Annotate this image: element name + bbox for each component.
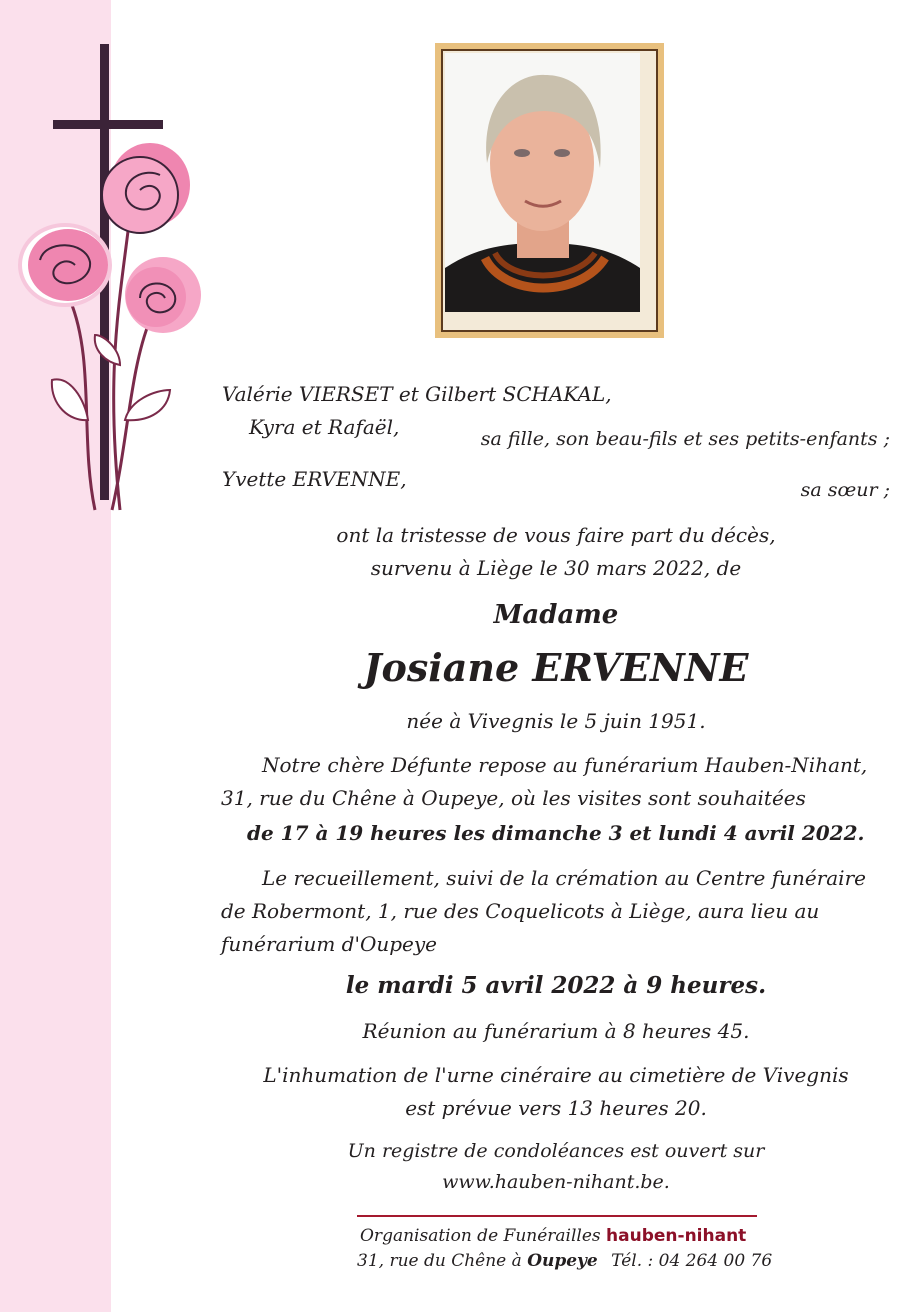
family-relation-2: sa sœur ; (800, 479, 890, 501)
ceremony-line-2: de Robermont, 1, rue des Coquelicots à Liège, aura lieu au (221, 899, 820, 923)
visitation-line-2: 31, rue du Chêne à Oupeye, où les visites sont souhaitées (221, 786, 806, 810)
cross-and-roses-icon (10, 40, 210, 530)
visitation-line-1: Notre chère Défunte repose au funérarium Hauben-Nihant, (262, 753, 868, 777)
burial-line-2: est prévue vers 13 heures 20. (405, 1096, 707, 1120)
visitation-line-3: de 17 à 19 heures les dimanche 3 et lundi 4 avril 2022. (247, 821, 865, 845)
portrait-frame (435, 43, 664, 338)
burial-line-1: L'inhumation de l'urne cinéraire au cimetière de Vivegnis (263, 1063, 849, 1087)
deceased-birth: née à Vivegnis le 5 juin 1951. (406, 709, 706, 733)
footer-address-prefix: 31, rue du Chêne à (357, 1251, 522, 1271)
announcement-line-1: ont la tristesse de vous faire part du décès, (336, 523, 776, 547)
brand-logo: hauben-nihant (606, 1226, 747, 1246)
family-relation-1: sa fille, son beau-fils et ses petits-enfants ; (480, 428, 890, 450)
footer-org-prefix: Organisation de Funérailles (360, 1226, 601, 1246)
meeting-time: Réunion au funérarium à 8 heures 45. (362, 1019, 750, 1043)
footer-tel: Tél. : 04 264 00 76 (611, 1251, 773, 1271)
footer-divider (357, 1215, 757, 1217)
footer-address (357, 1251, 772, 1271)
register-line-1: Un registre de condoléances est ouvert sur (347, 1140, 765, 1162)
ceremony-date: le mardi 5 avril 2022 à 9 heures. (345, 972, 767, 999)
announcement-line-2: survenu à Liège le 30 mars 2022, de (370, 556, 742, 580)
deceased-title: Madame (493, 600, 619, 630)
footer-org (360, 1226, 746, 1246)
footer-town: Oupeye (527, 1251, 598, 1271)
register-website[interactable]: www.hauben-nihant.be. (442, 1171, 670, 1193)
family-line-3: Yvette ERVENNE, (222, 467, 407, 491)
portrait-photo (445, 53, 640, 312)
family-line-1: Valérie VIERSET et Gilbert SCHAKAL, (222, 382, 612, 406)
deceased-name: Josiane ERVENNE (363, 645, 749, 690)
ceremony-line-1: Le recueillement, suivi de la crémation au Centre funéraire (262, 866, 866, 890)
ceremony-line-3: funérarium d'Oupeye (221, 932, 437, 956)
family-line-2: Kyra et Rafaël, (249, 415, 400, 439)
